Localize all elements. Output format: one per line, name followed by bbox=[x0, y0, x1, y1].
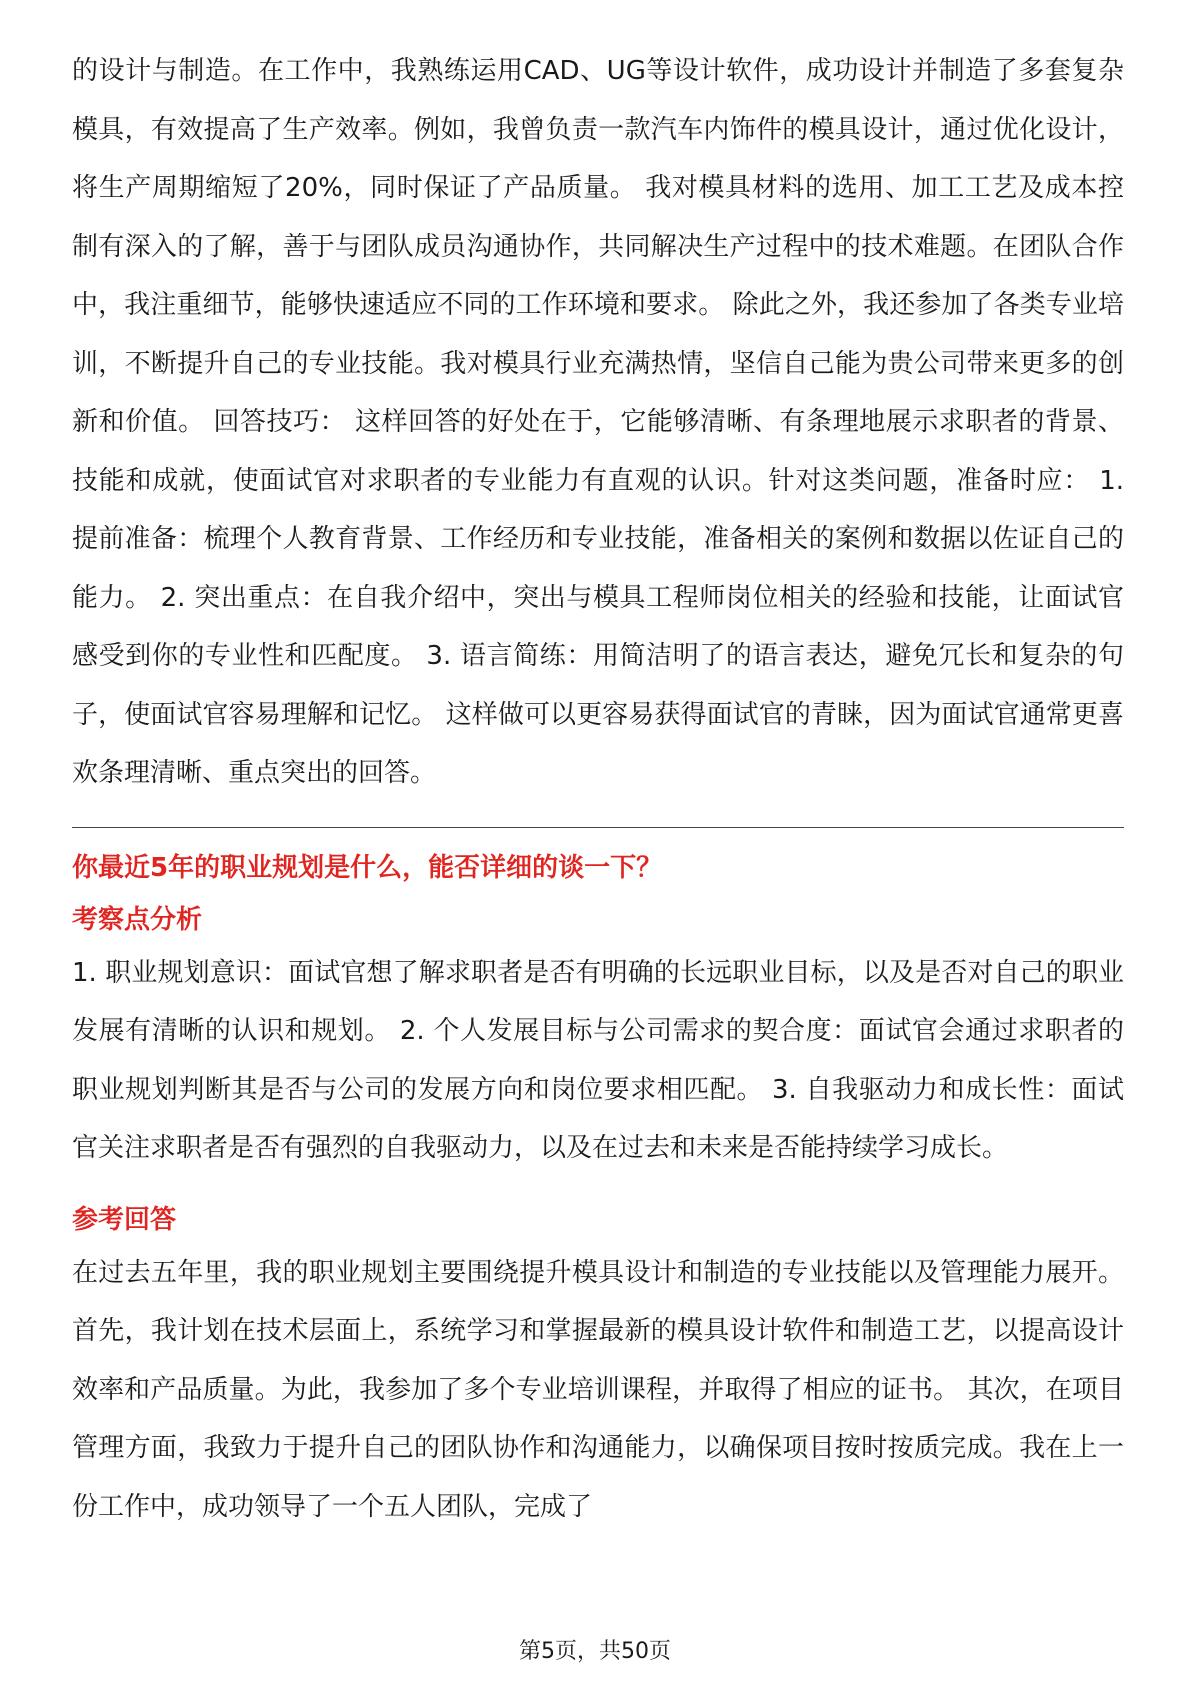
intro-paragraph: 的设计与制造。在工作中，我熟练运用CAD、UG等设计软件，成功设计并制造了多套复杂模具，有效提高了生产效率。例如，我曾负责一款汽车内饰件的模具设计，通过优化设计，将生产周期缩短了20%，同时保证了产品质量。 我对模具材料的选用、加工工艺及成本控制有深入的了解，善于与团队成员沟通协作，共同解决生产过程中的技术难题。在团队合作中，我注重细节，能够快速适应不同的工作环境和要求。 除此之外，我还参加了各类专业培训，不断提升自己的专业技能。我对模具行业充满热情，坚信自己能为贵公司带来更多的创新和价值。 回答技巧： 这样回答的好处在于，它能够清晰、有条理地展示求职者的背景、技能和成就，使面试官对求职者的专业能力有直观的认识。针对这类问题，准备时应： 1. 提前准备：梳理个人教育背景、工作经历和专业技能，准备相关的案例和数据以佐证自己的能力。 2. 突出重点：在自我介绍中，突出与模具工程师岗位相关的经验和技能，让面试官感受到你的专业性和匹配度。 3. 语言简练：用简洁明了的语言表达，避免冗长和复杂的句子，使面试官容易理解和记忆。 这样做可以更容易获得面试官的青睐，因为面试官通常更喜欢条理清晰、重点突出的回答。 bbox=[72, 56, 1124, 788]
section-spacer bbox=[72, 1178, 1124, 1200]
analysis-heading: 考察点分析 bbox=[72, 904, 203, 935]
reference-heading: 参考回答 bbox=[72, 1204, 177, 1235]
document-page bbox=[72, 42, 1124, 1536]
analysis-body: 1. 职业规划意识：面试官想了解求职者是否有明确的长远职业目标，以及是否对自己的职业发展有清晰的认识和规划。 2. 个人发展目标与公司需求的契合度：面试官会通过求职者的职业规划判断其是否与公司的发展方向和岗位要求相匹配。 3. 自我驱动力和成长性：面试官关注求职者是否有强烈的自我驱动力，以及在过去和未来是否能持续学习成长。 bbox=[72, 957, 1124, 1163]
section-divider bbox=[72, 827, 1124, 828]
question-heading: 你最近5年的职业规划是什么，能否详细的谈一下？ bbox=[72, 852, 663, 883]
page-number-footer: 第5页，共50页 bbox=[519, 1639, 671, 1664]
reference-body: 在过去五年里，我的职业规划主要围绕提升模具设计和制造的专业技能以及管理能力展开。首先，我计划在技术层面上，系统学习和掌握最新的模具设计软件和制造工艺，以提高设计效率和产品质量。为此，我参加了多个专业培训课程，并取得了相应的证书。 其次，在项目管理方面，我致力于提升自己的团队协作和沟通能力，以确保项目按时按质完成。我在上一份工作中，成功领导了一个五人团队，完成了 bbox=[72, 1257, 1124, 1522]
